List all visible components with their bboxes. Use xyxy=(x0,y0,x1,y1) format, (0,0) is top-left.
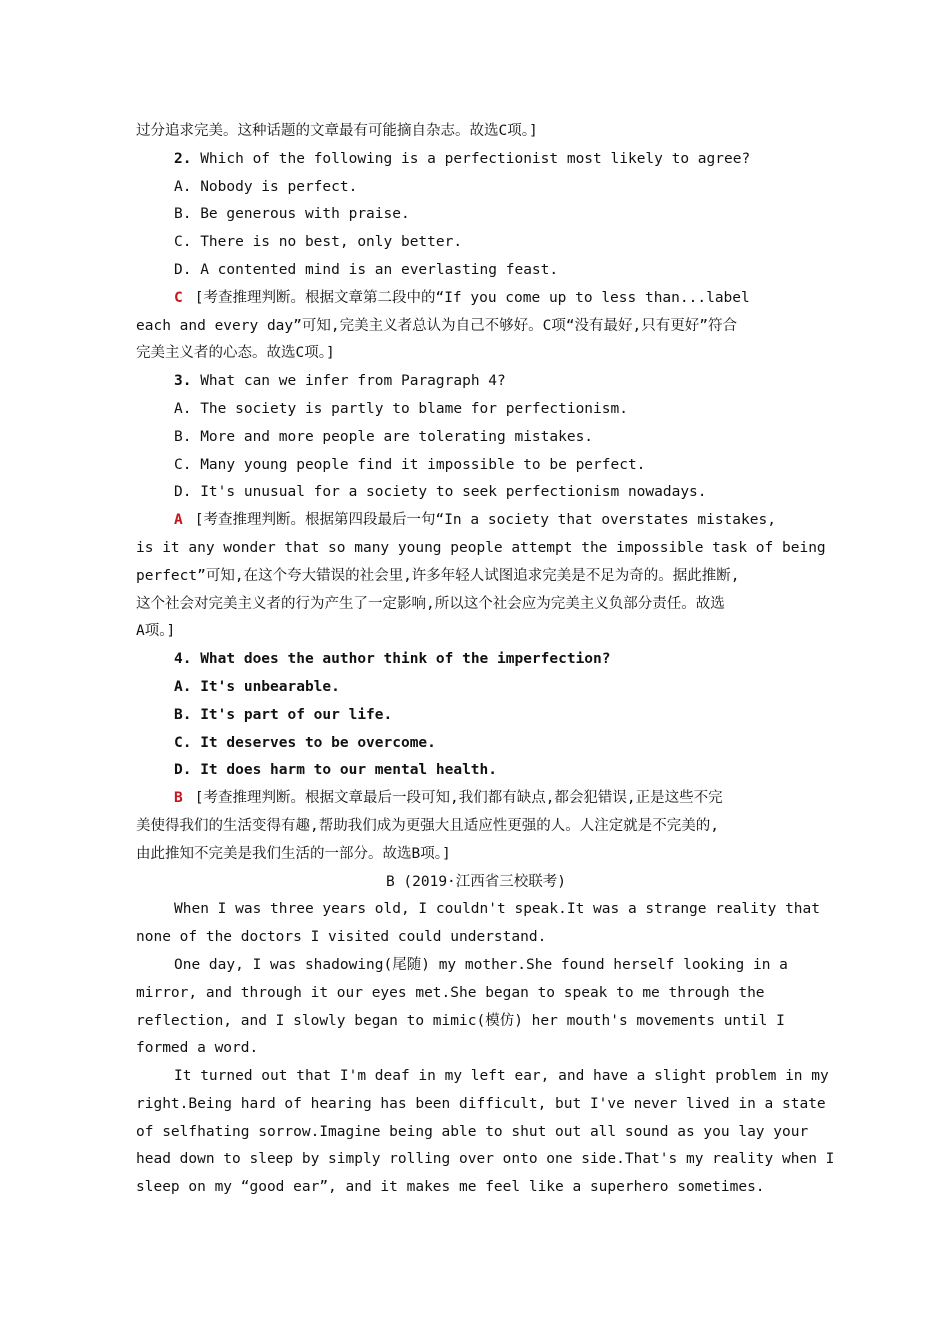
explanation-text: [考查推理判断。根据第四段最后一句“In a society that overstates mistakes, xyxy=(194,512,776,529)
question-3-option-a: A. The society is partly to blame for perfectionism. xyxy=(174,400,628,417)
passage-line: When I was three years old, I couldn't speak.It was a strange reality that xyxy=(174,901,821,918)
question-2-explanation-line xyxy=(136,285,816,313)
question-3-stem xyxy=(136,368,816,396)
question-number: 3. xyxy=(174,373,192,390)
question-3-explanation-line: perfect”可知,在这个夸大错误的社会里,许多年轻人试图追求完美是不足为奇的。据此推断, xyxy=(136,567,740,584)
passage-line: head down to sleep by simply rolling over onto one side.That's my reality when I xyxy=(136,1151,835,1168)
answer-letter: B xyxy=(174,790,183,807)
passage-line: reflection, and I slowly began to mimic(模仿) her mouth's movements until I xyxy=(136,1012,785,1029)
question-text: What does the author think of the imperfection? xyxy=(200,651,611,668)
answer-letter: A xyxy=(174,512,183,529)
question-4-option-d: D. It does harm to our mental health. xyxy=(174,762,498,779)
explanation-text: [考查推理判断。根据文章最后一段可知,我们都有缺点,都会犯错误,正是这些不完 xyxy=(194,790,723,807)
question-number: 2. xyxy=(174,150,192,167)
question-3-option-d: D. It's unusual for a society to seek perfectionism nowadays. xyxy=(174,484,707,501)
question-4-option-b: B. It's part of our life. xyxy=(174,706,393,723)
question-2-stem xyxy=(136,146,816,174)
answer-letter: C xyxy=(174,289,183,306)
explanation-text: [考查推理判断。根据文章第二段中的“If you come up to less than...label xyxy=(194,289,750,306)
section-b-heading: B (2019·江西省三校联考) xyxy=(385,873,567,890)
question-3-option-c: C. Many young people find it impossible to be perfect. xyxy=(174,456,646,473)
question-4-explanation-line: 由此推知不完美是我们生活的一部分。故选B项。] xyxy=(136,845,451,862)
question-4-option-c: C. It deserves to be overcome. xyxy=(174,734,436,751)
question-4-option-a: A. It's unbearable. xyxy=(174,678,340,695)
passage-line: none of the doctors I visited could understand. xyxy=(136,929,547,946)
question-text: Which of the following is a perfectionist most likely to agree? xyxy=(200,150,751,167)
question-2-option-a: A. Nobody is perfect. xyxy=(174,178,358,195)
question-4-explanation-line: 美使得我们的生活变得有趣,帮助我们成为更强大且适应性更强的人。人注定就是不完美的, xyxy=(136,817,719,834)
question-2-option-c: C. There is no best, only better. xyxy=(174,234,463,251)
question-2-explanation-line: each and every day”可知,完美主义者总认为自己不够好。C项“没有最好,只有更好”符合 xyxy=(136,317,738,334)
passage-line: mirror, and through it our eyes met.She began to speak to me through the xyxy=(136,984,765,1001)
prev-explanation-tail: 过分追求完美。这种话题的文章最有可能摘自杂志。故选C项。] xyxy=(136,123,538,139)
question-3-explanation-line: 这个社会对完美主义者的行为产生了一定影响,所以这个社会应为完美主义负部分责任。故选 xyxy=(136,595,725,612)
passage-line: One day, I was shadowing(尾随) my mother.She found herself looking in a xyxy=(174,956,788,973)
question-3-explanation-line: A项。] xyxy=(136,623,176,640)
passage-line: formed a word. xyxy=(136,1040,259,1057)
question-3-explanation-line xyxy=(136,507,816,535)
question-2-explanation-line: 完美主义者的心态。故选C项。] xyxy=(136,345,335,362)
question-3-explanation-line: is it any wonder that so many young people attempt the impossible task of being xyxy=(136,539,826,556)
question-text: What can we infer from Paragraph 4? xyxy=(200,373,506,390)
question-2-option-b: B. Be generous with praise. xyxy=(174,206,410,223)
question-3-option-b: B. More and more people are tolerating mistakes. xyxy=(174,428,594,445)
passage-line: It turned out that I'm deaf in my left ear, and have a slight problem in my xyxy=(174,1068,829,1085)
passage-line: right.Being hard of hearing has been difficult, but I've never lived in a state xyxy=(136,1095,826,1112)
question-4-explanation-line xyxy=(136,785,816,813)
question-2-option-d: D. A contented mind is an everlasting feast. xyxy=(174,261,559,278)
question-4-stem xyxy=(136,646,816,674)
document-page xyxy=(136,118,835,1202)
question-number: 4. xyxy=(174,651,192,668)
passage-line: sleep on my “good ear”, and it makes me feel like a superhero sometimes. xyxy=(136,1179,765,1196)
passage-line: of selfhating sorrow.Imagine being able to shut out all sound as you lay your xyxy=(136,1123,809,1140)
